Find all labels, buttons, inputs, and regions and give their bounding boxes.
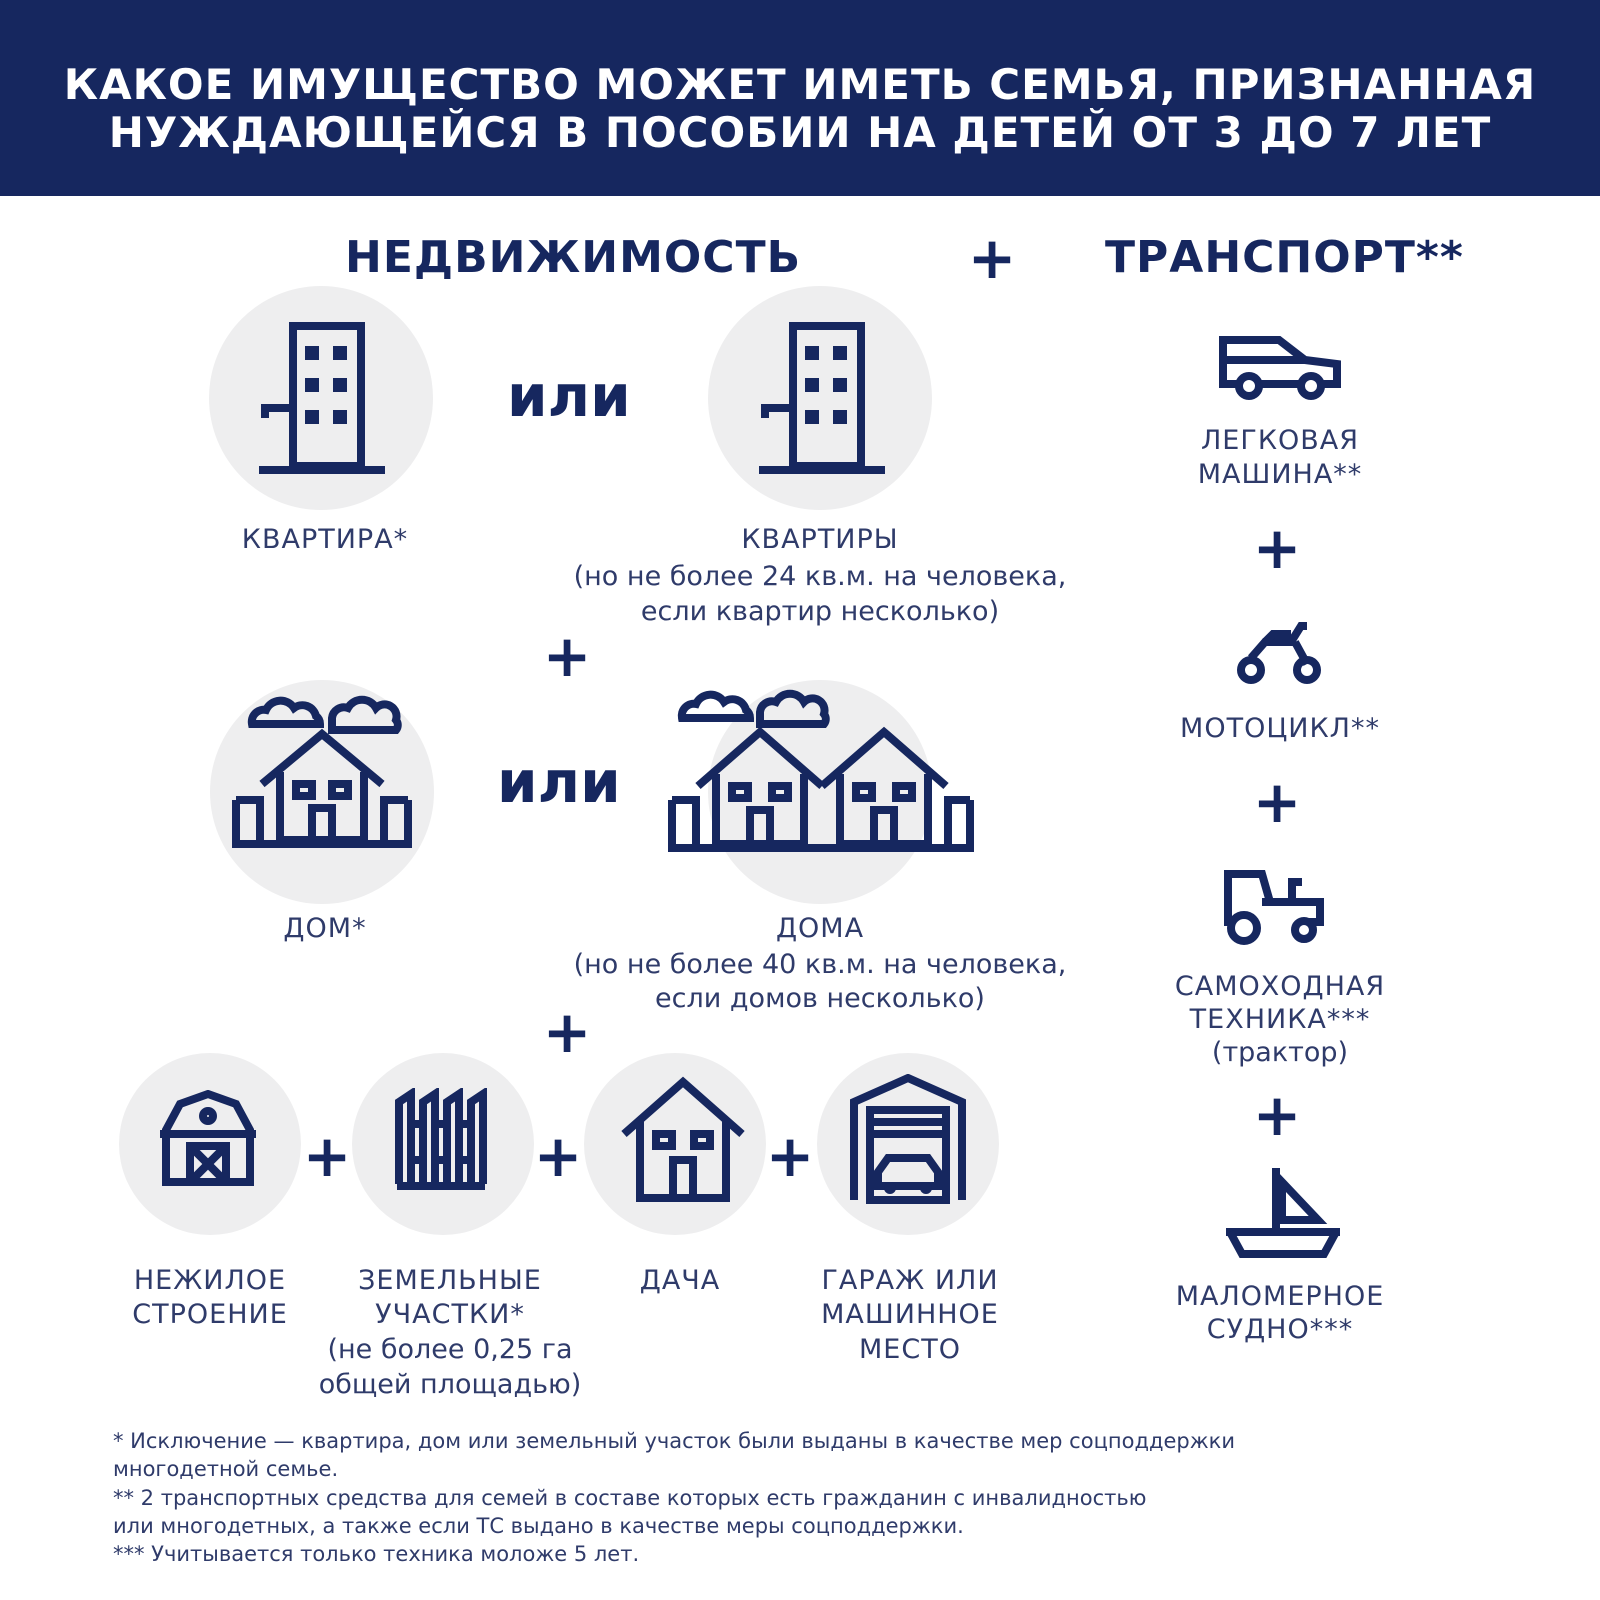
apartments-building-icon	[755, 318, 895, 478]
apartments-note-line-2: если квартир несколько)	[640, 596, 1000, 627]
boat-icon	[1226, 1162, 1340, 1262]
land-note-line-1: (не более 0,25 га	[327, 1334, 573, 1365]
footnote-line-4: или многодетных, а также если ТС выдано в качестве меры соцподдержки.	[113, 1514, 964, 1538]
nonresidential-label-line-2: СТРОЕНИЕ	[132, 1299, 288, 1330]
plus-sign-row1: +	[542, 622, 592, 690]
or-word-houses: или	[497, 748, 621, 816]
garage-icon	[848, 1074, 968, 1204]
apartments-note-line-1: (но не более 24 кв.м. на человека,	[573, 561, 1067, 592]
tractor-icon	[1222, 866, 1332, 946]
plus-sign-transport-2: +	[1252, 768, 1302, 836]
houses-note-line-2: если домов несколько)	[655, 983, 985, 1014]
plus-sign-transport-3: +	[1252, 1081, 1302, 1149]
motorcycle-label: МОТОЦИКЛ**	[1180, 713, 1380, 744]
boat-label-line-1: МАЛОМЕРНОЕ	[1175, 1281, 1385, 1312]
plus-sign-row3-c: +	[765, 1122, 815, 1190]
car-icon	[1215, 330, 1345, 402]
footnote-line-1: * Исключение — квартира, дом или земельный участок были выданы в качестве мер соцподдержки	[113, 1429, 1235, 1453]
house-icon	[232, 688, 422, 872]
header-banner	[0, 0, 1600, 196]
houses-note-line-1: (но не более 40 кв.м. на человека,	[573, 949, 1067, 980]
or-word-apartments: или	[507, 362, 631, 430]
car-label-line-1: ЛЕГКОВАЯ	[1200, 425, 1359, 456]
apartment-building-icon	[255, 318, 395, 478]
plus-sign-row2: +	[542, 998, 592, 1066]
garage-label-line-1: ГАРАЖ ИЛИ	[821, 1265, 999, 1296]
footnote-line-3: ** 2 транспортных средства для семей в составе которых есть гражданин с инвалидностью	[113, 1486, 1147, 1510]
land-label-line-2: УЧАСТКИ*	[375, 1299, 525, 1330]
garage-label-line-3: МЕСТО	[859, 1334, 961, 1365]
transport-title: ТРАНСПОРТ**	[1105, 232, 1464, 283]
plus-sign-row3-a: +	[302, 1122, 352, 1190]
garage-label-line-2: МАШИННОЕ	[821, 1299, 999, 1330]
dacha-house-icon	[618, 1076, 748, 1206]
boat-label-line-2: СУДНО***	[1206, 1314, 1354, 1345]
tractor-label-line-3: (трактор)	[1211, 1037, 1349, 1068]
houses-icon	[668, 682, 978, 872]
fence-icon	[393, 1088, 489, 1192]
houses-label: ДОМА	[775, 913, 865, 944]
plus-sign-row3-b: +	[533, 1122, 583, 1190]
car-label-line-2: МАШИНА**	[1197, 459, 1363, 490]
footnote-line-2: многодетной семье.	[113, 1457, 339, 1481]
land-label-line-1: ЗЕМЕЛЬНЫЕ	[358, 1265, 542, 1296]
dacha-label: ДАЧА	[639, 1265, 721, 1296]
land-note-line-2: общей площадью)	[318, 1369, 582, 1400]
real-estate-title: НЕДВИЖИМОСТЬ	[345, 232, 802, 283]
apartment-label: КВАРТИРА*	[241, 524, 409, 555]
apartments-label: КВАРТИРЫ	[741, 524, 899, 555]
house-label: ДОМ*	[283, 913, 367, 944]
tractor-label-line-1: САМОХОДНАЯ	[1174, 971, 1386, 1002]
barn-icon	[160, 1090, 256, 1188]
header-title-line-1: КАКОЕ ИМУЩЕСТВО МОЖЕТ ИМЕТЬ СЕМЬЯ, ПРИЗНАННАЯ	[63, 60, 1537, 109]
footnote-line-5: *** Учитывается только техника моложе 5 лет.	[113, 1542, 640, 1566]
tractor-label-line-2: ТЕХНИКА***	[1189, 1004, 1371, 1035]
nonresidential-label-line-1: НЕЖИЛОЕ	[133, 1265, 287, 1296]
plus-sign-sections: +	[967, 224, 1017, 292]
motorcycle-icon	[1235, 618, 1325, 688]
header-title-line-2: НУЖДАЮЩЕЙСЯ В ПОСОБИИ НА ДЕТЕЙ ОТ 3 ДО 7 ЛЕТ	[108, 108, 1492, 157]
plus-sign-transport-1: +	[1252, 514, 1302, 582]
